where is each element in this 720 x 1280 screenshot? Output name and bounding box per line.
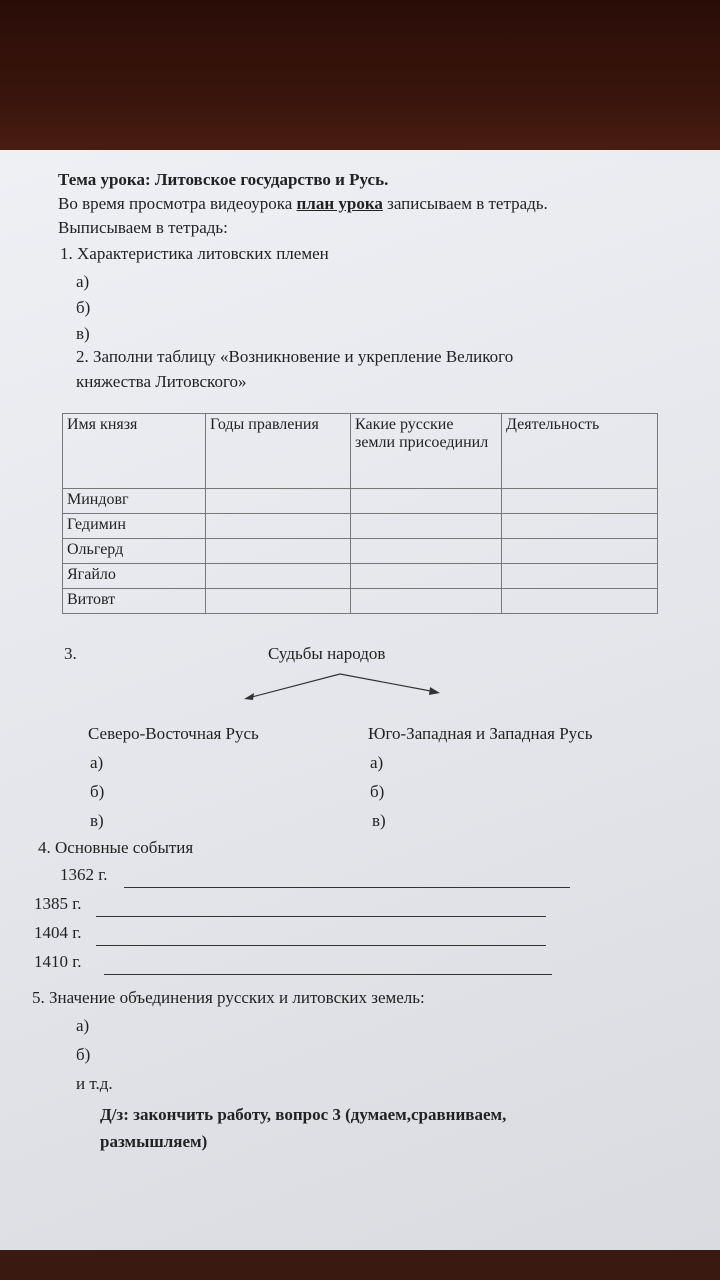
fates-arrows-icon <box>240 670 450 710</box>
write-out-line: Выписываем в тетрадь: <box>58 218 228 237</box>
q3-title: Судьбы народов <box>268 644 386 663</box>
prince-name: Витовт <box>63 589 206 614</box>
table-cell <box>502 564 658 589</box>
table-row <box>63 589 658 614</box>
left-item-c: в) <box>90 811 104 830</box>
lesson-title: Тема урока: Литовское государство и Русь. <box>58 170 389 189</box>
south-west-rus-title: Юго-Западная и Западная Русь <box>368 724 593 743</box>
q5-item-b: б) <box>76 1045 91 1064</box>
q1-text: 1. Характеристика литовских племен <box>60 244 329 263</box>
table-cell <box>351 539 502 564</box>
table-cell <box>351 514 502 539</box>
q1-item-b: б) <box>76 298 91 317</box>
table-cell <box>206 514 351 539</box>
q5-item-a: а) <box>76 1016 90 1035</box>
homework-line1: Д/з: закончить работу, вопрос 3 (думаем,сравниваем, <box>100 1105 507 1124</box>
intro-prefix: Во время просмотра видеоурока <box>58 194 293 213</box>
left-item-b: б) <box>90 782 105 801</box>
answer-line <box>104 974 552 975</box>
prince-name: Гедимин <box>63 514 206 539</box>
answer-line <box>124 887 570 888</box>
table-cell <box>206 564 351 589</box>
table-row <box>63 514 658 539</box>
worksheet-paper <box>0 150 720 1250</box>
table-cell <box>502 514 658 539</box>
q2-line1: 2. Заполни таблицу «Возникновение и укрепление Великого <box>76 347 514 366</box>
q5-item-etc: и т.д. <box>76 1074 113 1093</box>
q2-line2: княжества Литовского» <box>76 372 247 391</box>
intro-line <box>58 194 548 214</box>
prince-name: Миндовг <box>63 489 206 514</box>
q3-number: 3. <box>64 644 77 663</box>
year-1410: 1410 г. <box>34 952 82 971</box>
header-lands: Какие русские земли присоединил <box>351 414 502 489</box>
table-cell <box>206 489 351 514</box>
q5-text: 5. Значение объединения русских и литовских земель: <box>32 988 425 1007</box>
q1-item-c: в) <box>76 324 90 343</box>
prince-name: Ягайло <box>63 564 206 589</box>
right-item-b: б) <box>370 782 385 801</box>
intro-suffix: записываем в тетрадь. <box>387 194 548 213</box>
table-cell <box>206 539 351 564</box>
left-item-a: а) <box>90 753 104 772</box>
q1-item-a: а) <box>76 272 90 291</box>
prince-name: Ольгерд <box>63 539 206 564</box>
table-cell <box>502 489 658 514</box>
right-item-a: а) <box>370 753 384 772</box>
intro-bold: план урока <box>296 194 383 213</box>
q4-text: 4. Основные события <box>38 838 194 857</box>
table-cell <box>351 489 502 514</box>
year-1362: 1362 г. <box>60 865 108 884</box>
year-1385: 1385 г. <box>34 894 82 913</box>
answer-line <box>96 945 546 946</box>
table-row <box>63 539 658 564</box>
north-east-rus-title: Северо-Восточная Русь <box>88 724 259 743</box>
table-cell <box>351 564 502 589</box>
table-header-row <box>63 414 658 489</box>
table-cell <box>206 589 351 614</box>
princes-table <box>62 413 658 614</box>
table-row <box>63 489 658 514</box>
header-prince-name: Имя князя <box>63 414 206 489</box>
table-row <box>63 564 658 589</box>
answer-line <box>96 916 546 917</box>
header-years: Годы правления <box>206 414 351 489</box>
table-cell <box>502 589 658 614</box>
year-1404: 1404 г. <box>34 923 82 942</box>
table-cell <box>502 539 658 564</box>
right-item-c: в) <box>372 811 386 830</box>
table-cell <box>351 589 502 614</box>
homework-line2: размышляем) <box>100 1132 208 1151</box>
header-activity: Деятельность <box>502 414 658 489</box>
